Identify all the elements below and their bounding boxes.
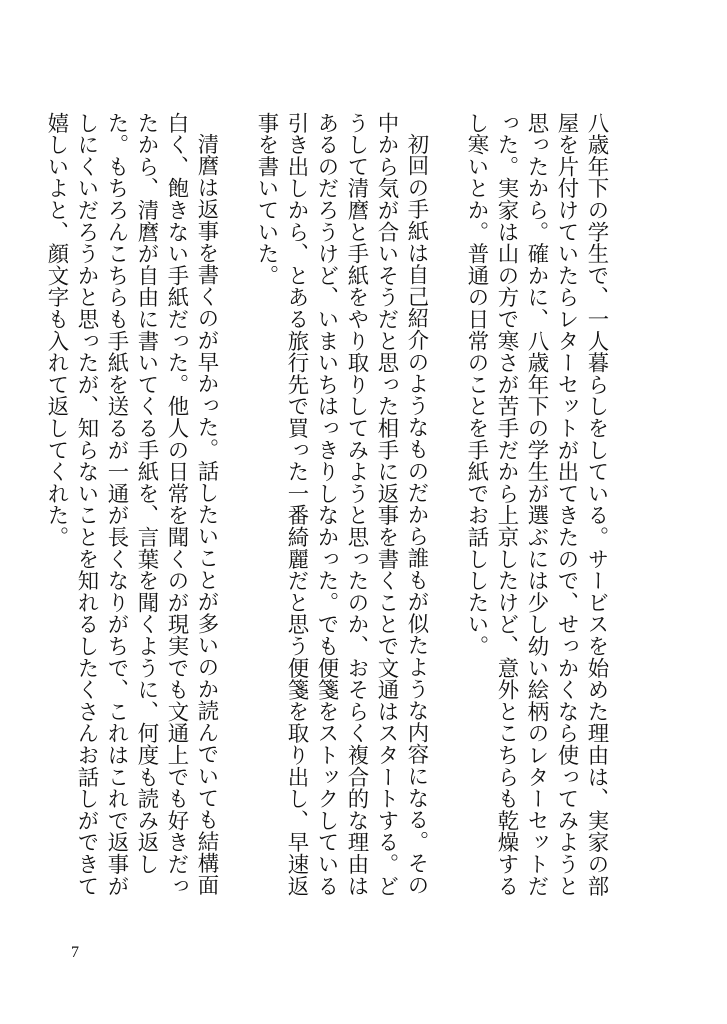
page-number: 7 <box>71 944 79 961</box>
paragraph-gap <box>431 112 461 113</box>
paragraph-2: 初回の手紙は自己紹介のようなものだから誰もが似たような内容になる。その中から気が合いそうだと思った相手に返事を書くことで文通はスタートする。どうして清麿と手紙をやり取りしてみようと思ったのか、おそらく複合的な理由はあるのだろうけど、いまいちはっきりしなかった。でも便箋をストックしている引き出しから、とある旅行先で買った一番綺麗だと思う便箋を取り出し、早速返事を書いていた。 <box>254 112 429 897</box>
paragraph-gap <box>221 112 251 113</box>
vertical-text-body <box>41 112 611 912</box>
paragraph-3: 清麿は返事を書くのが早かった。話したいことが多いのか読んでいても結構面白く、飽きない手紙だった。他人の日常を聞くのが現実でも文通上でも好きだったから、清麿が自由に書いてくる手紙を、言葉を聞くように、何度も読み返した。もちろんこちらも手紙を送るが一通が長くなりがちで、これはこれで返事がしにくいだろうかと思ったが、知らないことを知れるしたくさんお話しができて嬉しいよと、顔文字も入れて返してくれた。 <box>44 112 219 897</box>
paragraph-1: 八歳年下の学生で、一人暮らしをしている。サービスを始めた理由は、実家の部屋を片付けていたらレターセットが出てきたので、せっかくなら使ってみようと思ったから。確かに、八歳年下の学生が選ぶには少し幼い絵柄のレターセットだった。実家は山の方で寒さが苦手だから上京したけど、意外とこちらも乾燥するし寒いとか。普通の日常のことを手紙でお話ししたい。 <box>464 112 609 897</box>
